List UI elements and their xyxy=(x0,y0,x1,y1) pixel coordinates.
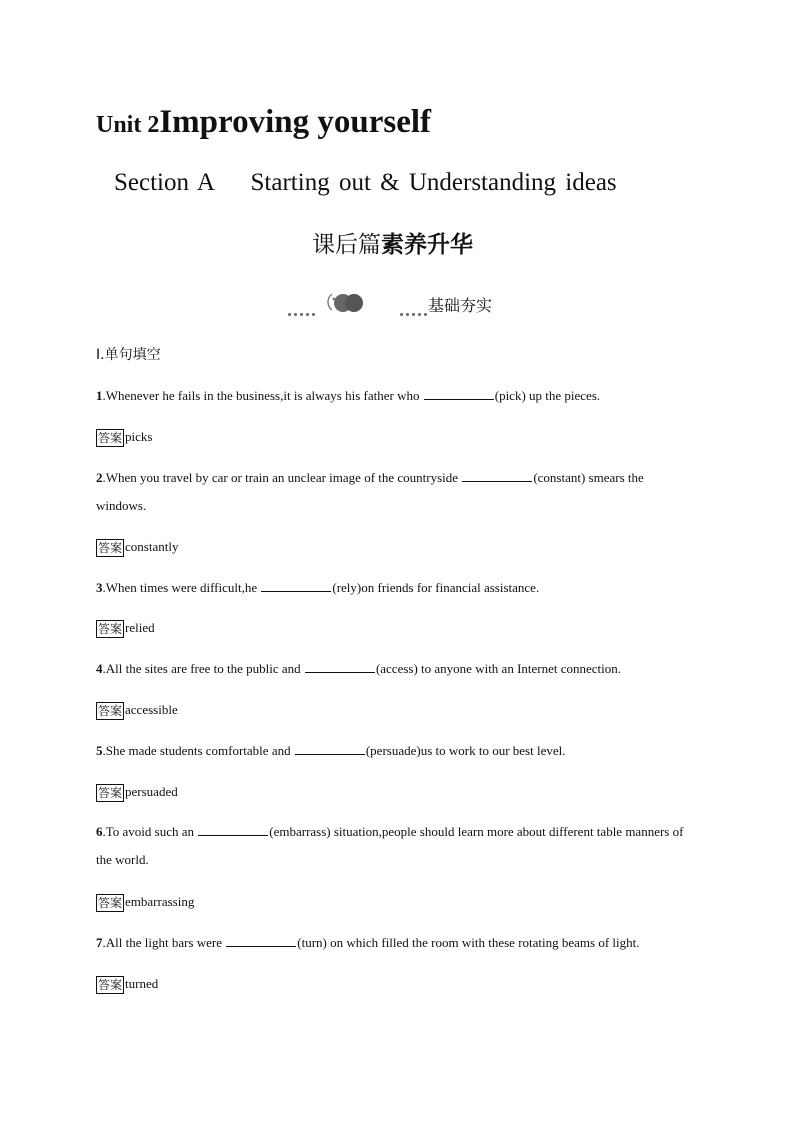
question-text-before: .To avoid such an xyxy=(102,824,198,839)
question-number: 4 xyxy=(96,661,103,676)
section-title: Section A Starting out & Understanding ideas xyxy=(114,169,617,196)
answer-blank[interactable] xyxy=(261,578,331,592)
question-text-before: .She made students comfortable and xyxy=(102,743,294,758)
question-number: 6 xyxy=(96,824,103,839)
question-text-after: (embarrass) situation,people should learn more about different table manners of the world. xyxy=(96,824,684,867)
answer-text: constantly xyxy=(125,539,179,554)
answer-text: turned xyxy=(125,976,159,991)
answer-blank[interactable] xyxy=(305,659,375,673)
question-text-after: (pick) up the pieces. xyxy=(494,388,601,403)
question-number: 3 xyxy=(96,580,103,595)
dots-left xyxy=(288,303,318,306)
unit-name: Improving yourself xyxy=(159,104,431,140)
answer-item xyxy=(96,700,178,720)
question-number: 5 xyxy=(96,743,103,758)
answer-tag: 答案 xyxy=(98,431,123,446)
question-item xyxy=(96,464,696,520)
answer-tag: 答案 xyxy=(98,704,123,719)
answer-blank[interactable] xyxy=(462,468,532,482)
unit-title xyxy=(96,100,431,150)
answer-blank[interactable] xyxy=(424,386,494,400)
question-text-before: .When you travel by car or train an unclear image of the countryside xyxy=(102,470,462,485)
subtitle xyxy=(312,228,473,262)
answer-tag: 答案 xyxy=(98,896,123,911)
answer-text: accessible xyxy=(125,702,178,717)
question-text-after: (constant) smears the windows. xyxy=(96,470,644,513)
answer-text: relied xyxy=(125,620,155,635)
part-heading: Ⅰ.单句填空 xyxy=(96,347,161,363)
question-item xyxy=(96,929,696,957)
answer-item xyxy=(96,892,194,912)
question-number: 1 xyxy=(96,388,103,403)
question-text-after: (persuade)us to work to our best level. xyxy=(365,743,566,758)
section-banner xyxy=(288,290,528,318)
question-item xyxy=(96,737,696,765)
unit-number: Unit 2 xyxy=(96,112,160,138)
question-item xyxy=(96,382,696,410)
answer-tag: 答案 xyxy=(98,786,123,801)
answer-item xyxy=(96,974,158,994)
answer-blank[interactable] xyxy=(226,933,296,947)
answer-item xyxy=(96,618,155,638)
question-number: 2 xyxy=(96,470,103,485)
subtitle-bold: 素养升华 xyxy=(381,232,473,258)
answer-text: picks xyxy=(125,429,153,444)
dots-right xyxy=(400,303,430,306)
question-text-before: .When times were difficult,he xyxy=(102,580,261,595)
question-item xyxy=(96,574,696,602)
question-item xyxy=(96,655,696,683)
answer-item xyxy=(96,782,178,802)
question-text-before: .Whenever he fails in the business,it is always his father who xyxy=(102,388,423,403)
banner-circles-icon xyxy=(324,290,368,316)
question-text-before: .All the sites are free to the public and xyxy=(102,661,304,676)
answer-item xyxy=(96,427,152,447)
question-text-after: (turn) on which filled the room with these rotating beams of light. xyxy=(297,935,640,950)
answer-tag: 答案 xyxy=(98,541,123,556)
question-text-before: .All the light bars were xyxy=(102,935,226,950)
banner-label: 基础夯实 xyxy=(428,296,493,315)
question-number: 7 xyxy=(96,935,103,950)
answer-item xyxy=(96,537,178,557)
subtitle-normal: 课后篇 xyxy=(312,232,381,258)
answer-tag: 答案 xyxy=(98,622,123,637)
answer-tag: 答案 xyxy=(98,978,123,993)
answer-blank[interactable] xyxy=(295,741,365,755)
answer-text: persuaded xyxy=(125,784,178,799)
answer-text: embarrassing xyxy=(125,894,195,909)
answer-blank[interactable] xyxy=(198,822,268,836)
question-text-after: (access) to anyone with an Internet connection. xyxy=(375,661,622,676)
question-text-after: (rely)on friends for financial assistance. xyxy=(332,580,540,595)
question-item xyxy=(96,818,696,874)
